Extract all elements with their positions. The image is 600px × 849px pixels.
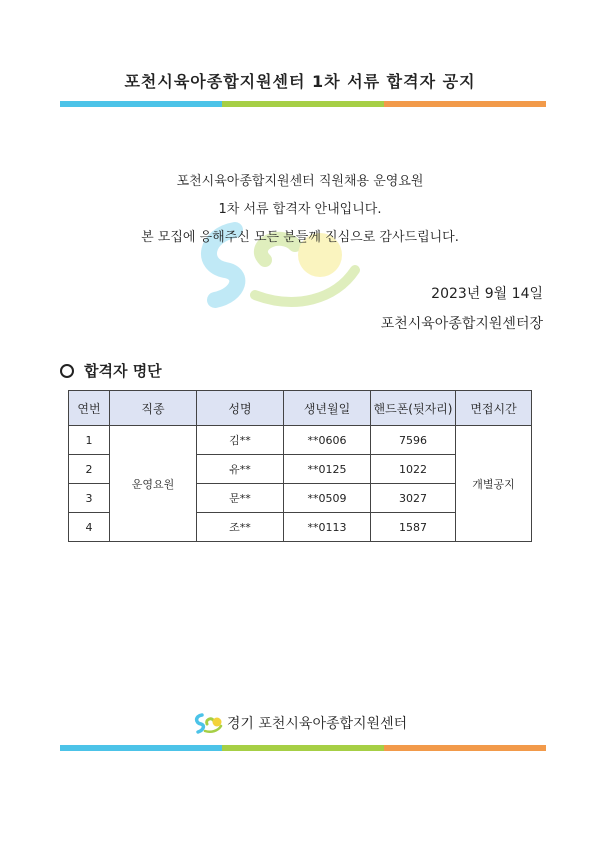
table-header-row	[69, 391, 532, 426]
cell-phone: 1022	[371, 455, 456, 484]
cell-phone: 1587	[371, 513, 456, 542]
cell-birth: **0125	[284, 455, 371, 484]
header-phone: 핸드폰(뒷자리)	[371, 391, 456, 426]
footer-org	[0, 712, 600, 734]
header-name: 성명	[197, 391, 284, 426]
cell-birth: **0509	[284, 484, 371, 513]
table-row	[69, 426, 532, 455]
circle-bullet-icon	[60, 364, 74, 378]
cell-name: 조**	[197, 513, 284, 542]
cell-job-type: 운영요원	[110, 426, 197, 542]
header-birth: 생년월일	[284, 391, 371, 426]
section-heading	[60, 360, 162, 381]
intro-line-1: 포천시육아종합지원센터 직원채용 운영요원	[176, 174, 424, 189]
cell-name: 문**	[197, 484, 284, 513]
footer-org-name: 경기 포천시육아종합지원센터	[226, 716, 408, 732]
cell-name: 김**	[197, 426, 284, 455]
cell-birth: **0113	[284, 513, 371, 542]
header-job: 직종	[110, 391, 197, 426]
applicant-table	[68, 390, 532, 542]
cell-phone: 3027	[371, 484, 456, 513]
cell-name: 유**	[197, 455, 284, 484]
intro-line-3: 본 모집에 응해주신 모든 분들께 진심으로 감사드립니다.	[141, 230, 459, 245]
cell-interview-time: 개별공지	[456, 426, 532, 542]
header-no: 연번	[69, 391, 110, 426]
cell-no: 2	[69, 455, 110, 484]
bottom-color-bar	[60, 745, 546, 751]
intro-line-2: 1차 서류 합격자 안내입니다.	[218, 202, 382, 217]
cell-no: 1	[69, 426, 110, 455]
section-title: 합격자 명단	[84, 362, 162, 380]
cell-no: 4	[69, 513, 110, 542]
page-title: 포천시육아종합지원센터 1차 서류 합격자 공지	[124, 72, 476, 91]
signature: 포천시육아종합지원센터장	[380, 316, 543, 332]
header-interview: 면접시간	[456, 391, 532, 426]
top-color-bar	[60, 101, 546, 107]
notice-date: 2023년 9월 14일	[431, 286, 543, 302]
org-logo-icon	[193, 712, 223, 734]
cell-phone: 7596	[371, 426, 456, 455]
watermark-logo-icon	[195, 210, 365, 310]
cell-birth: **0606	[284, 426, 371, 455]
cell-no: 3	[69, 484, 110, 513]
